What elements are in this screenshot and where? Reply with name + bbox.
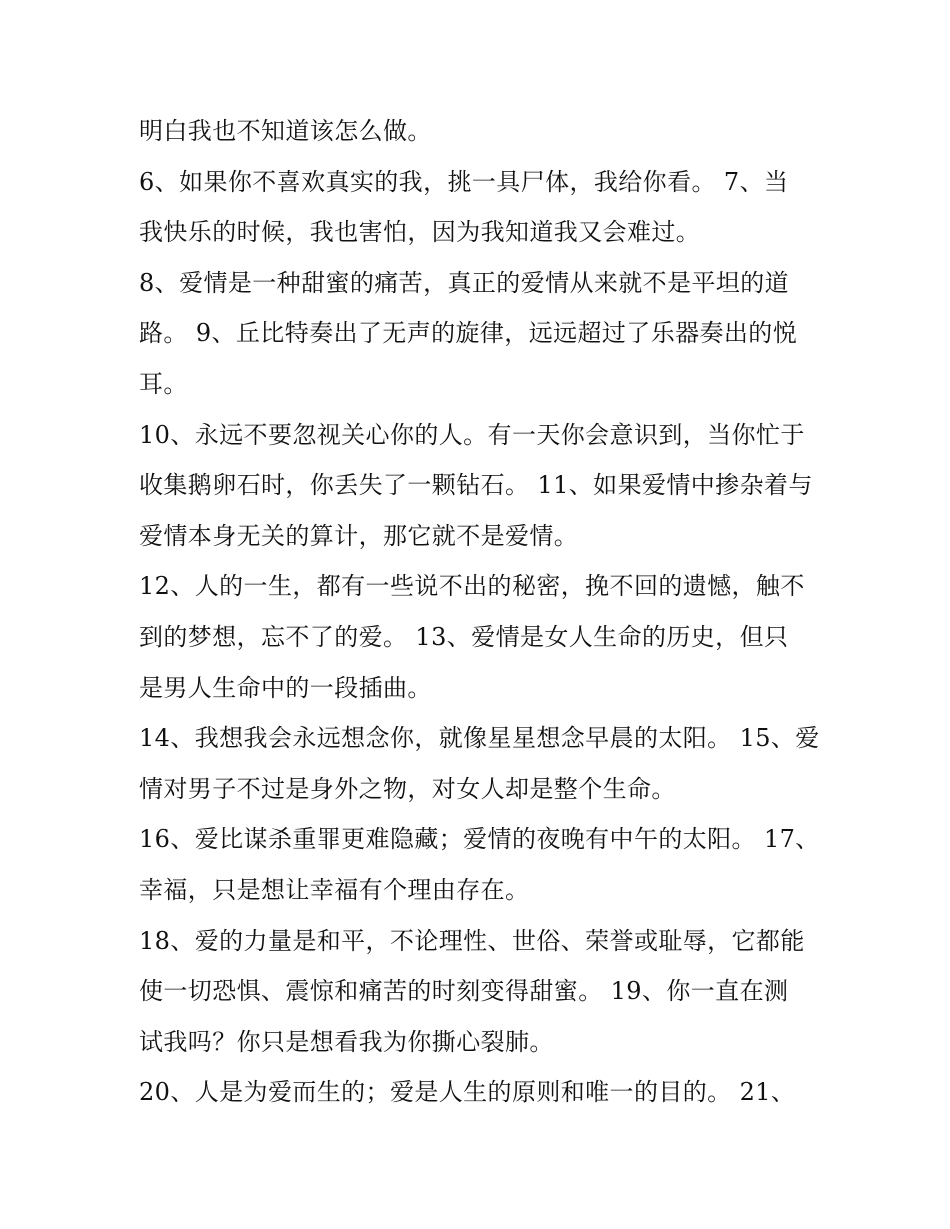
text-line: 我快乐的时候，我也害怕，因为我知道我又会难过。 — [139, 218, 701, 247]
text-line: 10、永远不要忽视关心你的人。有一天你会意识到，当你忙于 — [139, 420, 805, 449]
text-line: 6、如果你不喜欢真实的我，挑一具尸体，我给你看。 7、当 — [139, 167, 789, 196]
text-line: 爱情本身无关的算计，那它就不是爱情。 — [139, 521, 579, 550]
text-line: 到的梦想，忘不了的爱。 13、爱情是女人生命的历史，但只 — [139, 622, 789, 651]
text-line: 8、爱情是一种甜蜜的痛苦，真正的爱情从来就不是平坦的道 — [139, 268, 790, 297]
text-line: 试我吗？你只是想看我为你撕心裂肺。 — [139, 1027, 554, 1056]
text-line: 20、人是为爱而生的；爱是人生的原则和唯一的目的。 21、 — [139, 1078, 796, 1107]
text-line: 路。 9、丘比特奏出了无声的旋律，远远超过了乐器奏出的悦 — [139, 319, 798, 348]
text-line: 18、爱的力量是和平，不论理性、世俗、荣誉或耻辱，它都能 — [139, 926, 805, 955]
text-line: 耳。 — [139, 369, 188, 398]
text-line: 是男人生命中的一段插曲。 — [139, 673, 432, 702]
text-body — [139, 106, 819, 1118]
text-line: 收集鹅卵石时，你丢失了一颗钻石。 11、如果爱情中掺杂着与 — [139, 471, 813, 500]
text-line: 明白我也不知道该怎么做。 — [139, 117, 432, 145]
text-line: 使一切恐惧、震惊和痛苦的时刻变得甜蜜。 19、你一直在测 — [139, 977, 789, 1006]
text-line: 情对男子不过是身外之物，对女人却是整个生命。 — [139, 774, 676, 803]
text-line: 12、人的一生，都有一些说不出的秘密，挽不回的遗憾，触不 — [139, 572, 805, 601]
text-line: 14、我想我会永远想念你，就像星星想念早晨的太阳。 15、爱 — [139, 724, 820, 753]
text-line: 16、爱比谋杀重罪更难隐藏；爱情的夜晚有中午的太阳。 17、 — [139, 825, 820, 854]
text-line: 幸福，只是想让幸福有个理由存在。 — [139, 875, 530, 904]
